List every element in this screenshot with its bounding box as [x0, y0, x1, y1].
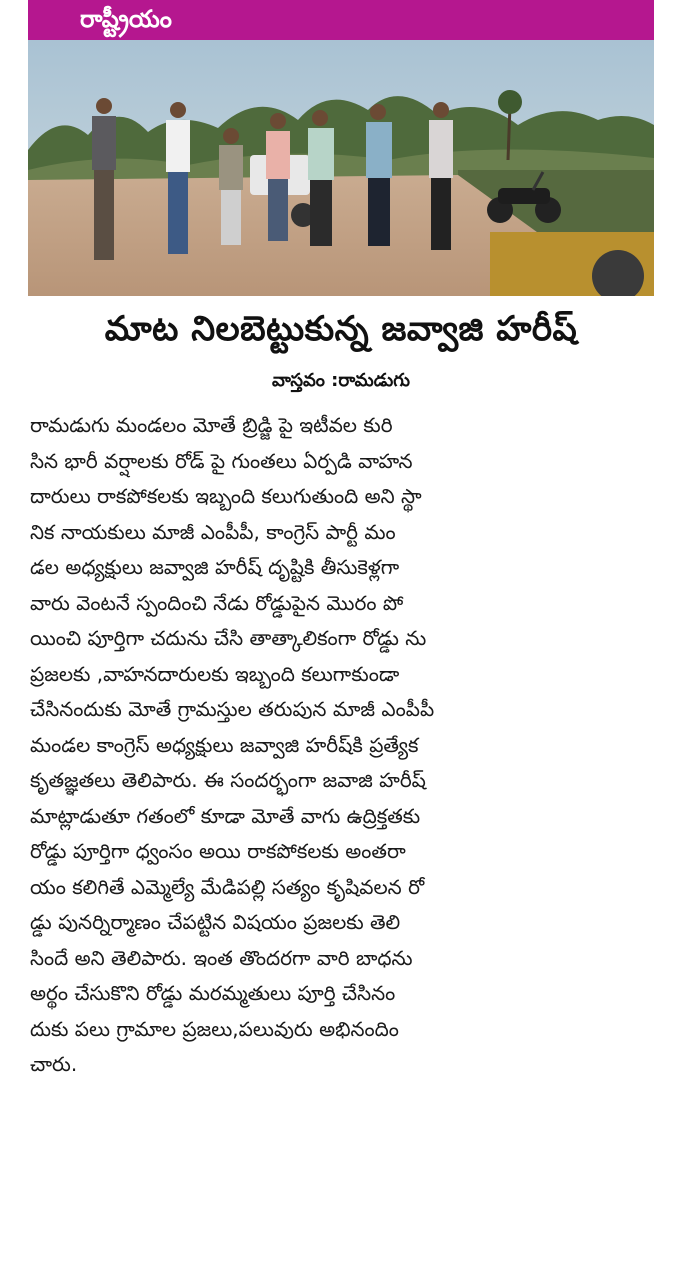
article-line: దుకు పలు గ్రామాల ప్రజలు,పలువురు అభినందిం [30, 1016, 399, 1041]
news-photo-group-on-road [28, 40, 654, 296]
article-body [30, 408, 656, 1083]
article-line: వారు వెంటనే స్పందించి నేడు రోడ్డుపైన మొరం పో [30, 590, 404, 615]
article-headline: మాట నిలబెట్టుకున్న జవ్వాజి హరీష్ [104, 309, 578, 349]
article-line: యించి పూర్తిగా చదును చేసి తాత్కాలికంగా రోడ్డు ను [30, 626, 427, 650]
article-line: యం కలిగితే ఎమ్మెల్యే మేడిపల్లి సత్యం కృషివలన రో [30, 874, 425, 899]
article-line: సిందే అని తెలిపారు. ఇంత తొందరగా వారి బాధను [30, 945, 413, 970]
article-line: రామడుగు మండలం మోతే బ్రిడ్జి పై ఇటీవల కురి [30, 413, 393, 437]
article-line: నిక నాయకులు మాజీ ఎంపీపీ, కాంగ్రెస్ పార్టీ మం [30, 519, 396, 544]
article-line: చేసినందుకు మోతే గ్రామస్తుల తరుపున మాజీ ఎంపీపీ [30, 697, 435, 721]
article-line: డల అధ్యక్షులు జవ్వాజి హరీష్ దృష్టికి తీసుకెళ్లగా [30, 555, 400, 579]
article-byline: వాస్తవం :రామడుగు [272, 370, 410, 391]
section-banner [28, 0, 654, 40]
article-line: ప్రజలకు ,వాహనదారులకు ఇబ్బంది కలుగాకుండా [30, 661, 400, 686]
article-line: మాట్లాడుతూ గతంలో కూడా మోతే వాగు ఉద్రిక్తతకు [30, 803, 421, 828]
section-label: రాష్ట్రీయం [80, 5, 172, 33]
article-line: రోడ్డు పూర్తిగా ధ్వంసం అయి రాకపోకలకు అంతరా [30, 839, 406, 863]
article-line: దారులు రాకపోకలకు ఇబ్బంది కలుగుతుంది అని స్థా [30, 484, 422, 508]
article-line: కృతజ్ఞతలు తెలిపారు. ఈ సందర్భంగా జవాజి హరీష్ [30, 768, 426, 792]
article-line: చారు. [30, 1052, 78, 1076]
article-line: సిన భారీ వర్షాలకు రోడ్ పై గుంతలు ఏర్పడి వాహన [30, 448, 413, 473]
article-line: మండల కాంగ్రెస్ అధ్యక్షులు జవ్వాజి హరీష్‌కి ప్రత్యేక [30, 732, 419, 757]
article-line: అర్థం చేసుకొని రోడ్డు మరమ్మతులు పూర్తి చేసినం [30, 981, 396, 1005]
news-photo [28, 40, 654, 296]
article-line: డ్డు పునర్నిర్మాణం చేపట్టిన విషయం ప్రజలకు తెలి [30, 910, 401, 934]
